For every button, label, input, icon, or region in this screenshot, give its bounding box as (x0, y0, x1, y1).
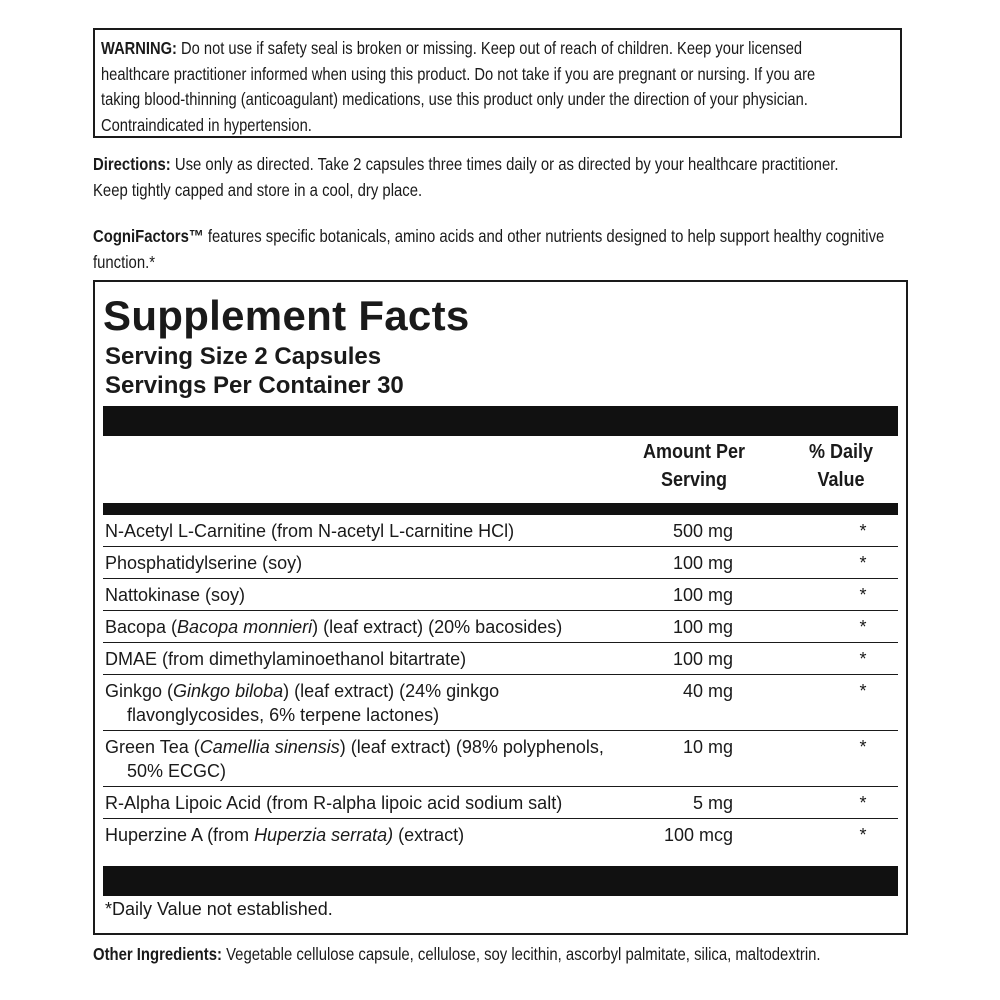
daily-value: * (859, 553, 867, 573)
ingredient-name-part: Green Tea ( (105, 737, 200, 757)
description-line-1: features specific botanicals, amino acids and other nutrients designed to help support healthy cognitive (207, 226, 885, 246)
warning-box (93, 28, 902, 138)
ingredient-name-part: ) (leaf extract) (20% bacosides) (312, 617, 563, 637)
brand-name: CogniFactors™ (93, 226, 204, 246)
serving-info (105, 342, 404, 400)
table-row (103, 731, 898, 787)
daily-value: * (859, 521, 867, 541)
ingredient-name-part: Ginkgo ( (105, 681, 174, 701)
serving-size: Serving Size 2 Capsules (105, 343, 382, 370)
header-daily-value (791, 438, 892, 494)
table-row (103, 547, 898, 579)
ingredient-name (103, 583, 645, 607)
header-dv-line-2: Value (817, 469, 865, 491)
supplement-facts-panel (93, 280, 908, 935)
header-dv-line-1: % Daily (808, 441, 874, 463)
ingredient-name-part: DMAE (from dimethylaminoethanol bitartrate) (105, 649, 467, 669)
table-row (103, 643, 898, 675)
ingredient-latin-name: Ginkgo biloba (173, 681, 284, 701)
ingredient-name (103, 551, 645, 575)
ingredient-name-part: N-Acetyl L-Carnitine (from N-acetyl L-carnitine HCl) (105, 521, 515, 541)
ingredient-name (103, 735, 645, 783)
ingredient-name-part: Nattokinase (soy) (105, 585, 246, 605)
ingredient-name (103, 519, 645, 543)
warning-line-3: taking blood-thinning (anticoagulant) medications, use this product only under the direction of your physician. (101, 89, 808, 109)
divider-bar (103, 503, 898, 515)
amount-per-serving: 40 mg (682, 681, 733, 701)
directions (93, 152, 902, 203)
warning-text (101, 36, 901, 138)
divider-bar (103, 866, 898, 896)
amount-per-serving: 100 mg (672, 617, 733, 637)
divider-bar (103, 406, 898, 436)
daily-value: * (859, 585, 867, 605)
ingredient-name-part: ) (leaf extract) (24% ginkgo (283, 681, 500, 701)
header-amount-per-serving (630, 438, 758, 494)
table-row (103, 787, 898, 819)
other-ingredients-label: Other Ingredients: (93, 944, 222, 964)
ingredient-name (103, 823, 645, 847)
warning-line-1: Do not use if safety seal is broken or missing. Keep out of reach of children. Keep your licensed (181, 38, 803, 58)
ingredient-name (103, 679, 645, 727)
ingredient-name-part: ) (leaf extract) (98% polyphenols, (339, 737, 604, 757)
ingredient-name-part: R-Alpha Lipoic Acid (from R-alpha lipoic acid sodium salt) (105, 793, 563, 813)
warning-label: WARNING: (101, 38, 177, 58)
amount-per-serving: 500 mg (672, 521, 733, 541)
daily-value: * (859, 617, 867, 637)
ingredient-name (103, 647, 645, 671)
amount-per-serving: 100 mg (672, 553, 733, 573)
ingredient-name-continued: 50% ECGC) (127, 761, 227, 781)
ingredient-latin-name: Camellia sinensis (199, 737, 340, 757)
ingredient-name-part: (extract) (393, 825, 465, 845)
ingredient-name-continued: flavonglycosides, 6% terpene lactones) (127, 705, 440, 725)
directions-label: Directions: (93, 154, 171, 174)
daily-value: * (859, 737, 867, 757)
amount-per-serving: 10 mg (682, 737, 733, 757)
ingredient-name-part: Huperzine A (from (105, 825, 255, 845)
ingredient-latin-name: Bacopa monnieri (177, 617, 313, 637)
product-description (93, 224, 902, 275)
daily-value: * (859, 825, 867, 845)
daily-value: * (859, 793, 867, 813)
description-line-2: function.* (93, 251, 156, 272)
header-amount-line-2: Serving (660, 469, 728, 491)
header-amount-line-1: Amount Per (642, 441, 746, 463)
table-row (103, 675, 898, 731)
facts-title: Supplement Facts (103, 292, 470, 339)
table-row (103, 611, 898, 643)
daily-value: * (859, 649, 867, 669)
directions-line-2: Keep tightly capped and store in a cool, dry place. (93, 179, 423, 200)
ingredient-name (103, 791, 645, 815)
table-row (103, 819, 898, 850)
ingredient-name-part: Bacopa ( (105, 617, 178, 637)
ingredient-name (103, 615, 645, 639)
other-ingredients-text: Vegetable cellulose capsule, cellulose, soy lecithin, ascorbyl palmitate, silica, maltodextrin. (226, 944, 821, 964)
footnote: *Daily Value not established. (105, 899, 333, 919)
amount-per-serving: 100 mcg (663, 825, 733, 845)
warning-line-2: healthcare practitioner informed when using this product. Do not take if you are pregnant or nursing. If you are (101, 63, 816, 84)
daily-value: * (859, 681, 867, 701)
other-ingredients (93, 942, 902, 967)
table-row (103, 579, 898, 611)
nutrient-table (103, 515, 898, 850)
ingredient-name-part: Phosphatidylserine (soy) (105, 553, 303, 573)
ingredient-latin-name: Huperzia serrata) (254, 825, 394, 845)
table-row (103, 515, 898, 547)
warning-line-4: Contraindicated in hypertension. (101, 114, 312, 135)
amount-per-serving: 100 mg (672, 649, 733, 669)
amount-per-serving: 5 mg (692, 793, 733, 813)
servings-per-container: Servings Per Container 30 (105, 372, 404, 399)
amount-per-serving: 100 mg (672, 585, 733, 605)
directions-line-1: Use only as directed. Take 2 capsules three times daily or as directed by your healthcare practitioner. (174, 154, 839, 174)
